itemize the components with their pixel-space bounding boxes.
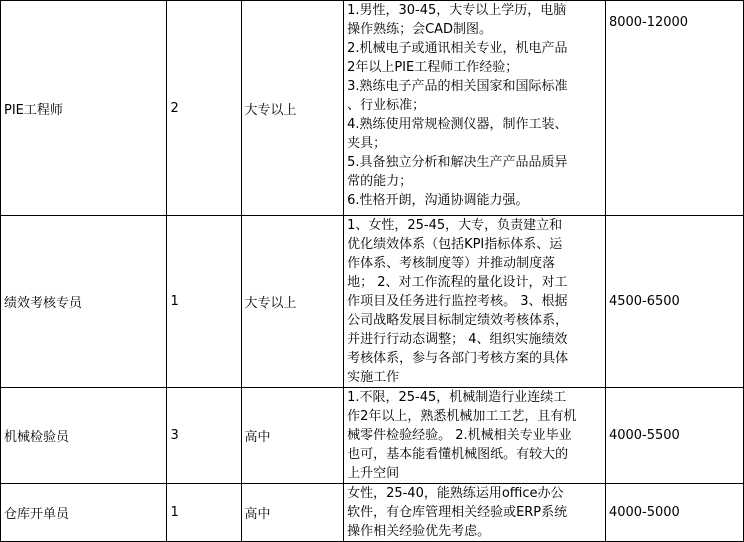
table-row	[1, 1, 744, 216]
requirement-line: 考核体系，参与各部门考核方案的具体	[347, 351, 569, 366]
job-title-cell: 仓库开单员	[1, 484, 167, 542]
requirement-line: 夹具；	[347, 136, 387, 151]
requirements-cell	[344, 484, 606, 542]
requirement-line: 、行业标准；	[347, 98, 426, 113]
education-cell: 大专以上	[241, 1, 344, 216]
headcount-cell: 1	[167, 484, 241, 542]
salary-cell: 4500-6500	[605, 216, 743, 388]
requirement-line: 地； 2、对工作流程的量化设计，对工	[347, 275, 568, 290]
education-cell: 大专以上	[241, 216, 344, 388]
salary-cell: 4000-5500	[605, 388, 743, 484]
table-row	[1, 216, 744, 388]
requirement-line: 优化绩效体系（包括KPI指标体系、运	[347, 237, 563, 252]
requirement-line: 6.性格开朗，沟通协调能力强。	[347, 193, 529, 208]
requirement-line: 操作熟练；会CAD制图。	[347, 22, 493, 37]
requirement-line: 3.熟练电子产品的相关国家和国际标准	[347, 79, 568, 94]
headcount-cell: 1	[167, 216, 241, 388]
requirement-line: 实施工作	[347, 370, 400, 385]
requirement-line: 常的能力；	[347, 174, 413, 189]
requirement-line: 5.具备独立分析和解决生产产品品质异	[347, 155, 568, 170]
requirement-line: 并进行行动态调整； 4、组织实施绩效	[347, 332, 568, 347]
requirement-line: 2年以上PIE工程师工作经验；	[347, 60, 519, 75]
headcount-cell: 2	[167, 1, 241, 216]
requirement-line: 1.男性，30-45，大专以上学历，电脑	[347, 3, 567, 18]
requirements-cell	[344, 388, 606, 484]
headcount-cell: 3	[167, 388, 241, 484]
requirement-line: 4.熟练使用常规检测仪器，制作工装、	[347, 117, 568, 132]
table-row	[1, 388, 744, 484]
requirement-line: 1、女性，25-45，大专，负责建立和	[347, 218, 563, 233]
requirement-line: 也可，基本能看懂机械图纸。有较大的	[347, 447, 569, 462]
job-title-cell: 机械检验员	[1, 388, 167, 484]
education-cell: 高中	[241, 388, 344, 484]
requirements-cell	[344, 216, 606, 388]
requirement-line: 作项目及任务进行监控考核。 3、根据	[347, 294, 568, 309]
salary-cell: 4000-5000	[605, 484, 743, 542]
requirement-line: 2.机械电子或通讯相关专业，机电产品	[347, 41, 568, 56]
requirement-line: 1.不限，25-45，机械制造行业连续工	[347, 390, 567, 405]
requirement-line: 公司战略发展目标制定绩效考核体系，	[347, 313, 569, 328]
requirement-line: 操作相关经验优先考虑。	[347, 524, 491, 539]
requirement-line: 作体系、考核制度等）并推动制度落	[347, 256, 556, 271]
requirement-line: 软件，有仓库管理相关经验或ERP系统	[347, 505, 568, 520]
requirement-line: 作2年以上，熟悉机械加工工艺，且有机	[347, 409, 577, 424]
salary-cell: 8000-12000	[605, 1, 743, 216]
job-title-cell: 绩效考核专员	[1, 216, 167, 388]
requirement-line: 上升空间	[347, 466, 400, 481]
education-cell: 高中	[241, 484, 344, 542]
requirement-line: 械零件检验经验。 2.机械相关专业毕业	[347, 428, 572, 443]
table-row	[1, 484, 744, 542]
job-title-cell: PIE工程师	[1, 1, 167, 216]
requirement-line: 女性，25-40，能熟练运用office办公	[347, 486, 564, 501]
requirements-cell	[344, 1, 606, 216]
